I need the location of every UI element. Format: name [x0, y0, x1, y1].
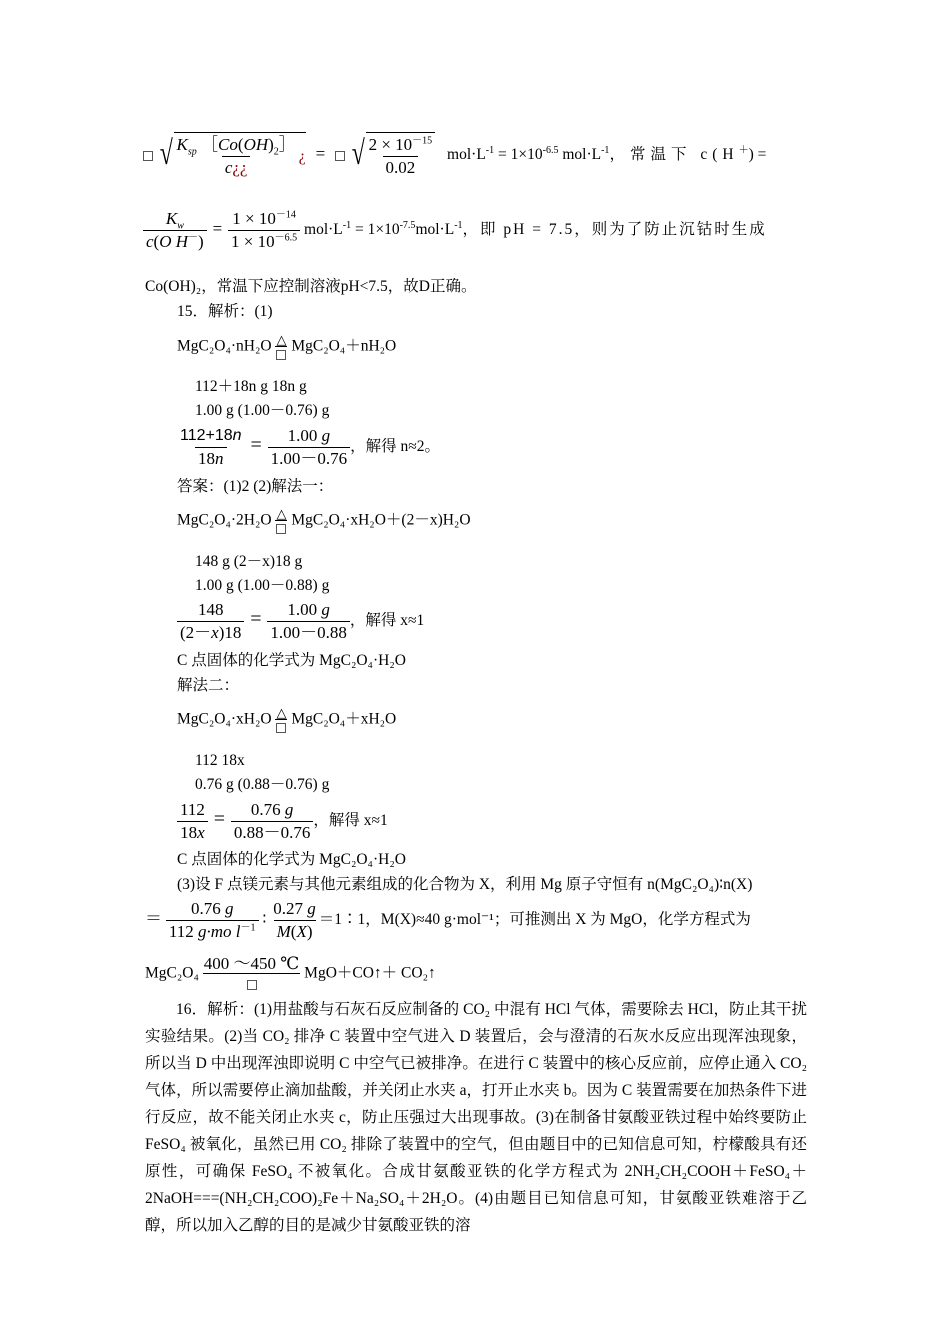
conclusion-line: Co(OH)₂，常温下应控制溶液pH<7.5，故D正确。	[145, 278, 477, 295]
ratio-1: $\frac{112+18n}{18n}$ = $\frac{1.00 g}{1.00-0.76}$ ，解得 n≈2。	[180, 426, 440, 468]
sqrt-value: √ $\frac{2 \times 10^{-15}}{0.02}$	[349, 132, 435, 179]
method-two: 解法二：	[177, 677, 240, 694]
kw-fraction: $\frac{K_w}{c(O H^-)}$	[143, 208, 207, 253]
kw-expression-line: $\frac{K_w}{c(O H^-)}$ = $\frac{1 \times 10^{-14}}{1 \times 10^{-6.5}}$ $mol\cdot L^{-1} = 1\times 10^{-7.5}mol\cdot L^{-1}$，即 pH = 7.5，则为了防止沉钴时生成	[143, 208, 767, 253]
equation-4: MgC₂O₄ 400 ～450 ℃ MgO＋CO↑＋ CO₂↑	[145, 955, 436, 993]
heat-condition: △	[275, 707, 287, 733]
q16-paragraph: 16．解析：(1)用盐酸与石灰石反应制备的 CO₂ 中混有 HCl 气体，需要除去 HCl，防止其干扰实验结果。(2)当 CO₂ 排净 C 装置中空气进入 D 装置后，会与澄清的石灰水反应出现浑浊现象，所以当 D 中出现浑浊即说明 C 中空气已被排净。在进行 C 装置中的核心反应前，应停止通入 CO₂ 气体，所以需要停止滴加盐酸，并关闭止水夹 a，打开止水夹 b。因为 C 装置需要在加热条件下进行反应，故不能关闭止水夹 c，防止压强过大出现事故。(3)在制备甘氨酸亚铁过程中始终要防止 FeSO₄ 被氧化，虽然已用 CO₂ 排除了装置中的空气，但由题目中的已知信息可知，柠檬酸具有还原性，可确保 FeSO₄ 不被氧化。合成甘氨酸亚铁的化学方程式为 2NH₂CH₂COOH＋FeSO₄＋2NaOH===(NH₂CH₂COO)₂Fe＋Na₂SO₄＋2H₂O。(4)由题目已知信息可知，甘氨酸亚铁难溶于乙醇，所以加入乙醇的目的是减少甘氨酸亚铁的溶	[145, 1001, 807, 1234]
sqrt-ksp: √ $\frac{K_{sp} [Co(OH)_2]}{c¿¿}$ ¿	[157, 132, 306, 179]
mass-line-5: 112 18x	[195, 752, 245, 769]
part-3-line: (3)设 F 点镁元素与其他元素组成的化合物为 X，利用 Mg 原子守恒有 n(MgC₂O₄)∶n(X)	[177, 876, 753, 893]
ratio-2: $\frac{148}{(2-x)18}$ = $\frac{1.00 g}{1.00-0.88}$ ，解得 x≈1	[177, 599, 424, 644]
placeholder-box-icon	[335, 151, 345, 161]
formula-c-2: C 点固体的化学式为 MgC₂O₄·H₂O	[177, 851, 406, 868]
mass-line-6: 0.76 g (0.88－0.76) g	[195, 776, 330, 793]
answer-line: 答案：(1)2 (2)解法一：	[177, 478, 334, 495]
equation-3: MgC₂O₄·xH₂O △ MgC₂O₄＋xH₂O	[177, 707, 396, 733]
formula-c-1: C 点固体的化学式为 MgC₂O₄·H₂O	[177, 652, 406, 669]
q15-heading: 15．解析：(1)	[177, 303, 273, 320]
mass-line-4: 1.00 g (1.00－0.88) g	[195, 577, 330, 594]
equation-1: MgC₂O₄·nH₂O △ MgC₂O₄＋nH₂O	[177, 334, 396, 360]
ratio-3: $\frac{112}{18x}$ = $\frac{0.76 g}{0.88-0.76}$ ，解得 x≈1	[177, 799, 388, 844]
mass-line-3: 148 g (2－x)18 g	[195, 553, 303, 570]
equation-2: MgC₂O₄·2H₂O △ MgC₂O₄·xH₂O＋(2－x)H₂O	[177, 508, 471, 534]
ksp-fraction: $\frac{K_{sp} [Co(OH)_2]}{c¿¿}$	[176, 135, 296, 177]
heat-condition: △	[275, 508, 287, 534]
mass-line-2: 1.00 g (1.00－0.76) g	[195, 402, 330, 419]
placeholder-box-icon	[143, 151, 153, 161]
ksp-expression-line: √ $\frac{K_{sp} [Co(OH)_2]}{c¿¿}$ ¿ = √ $\frac{2 \times 10^{-15}}{0.02}$ $mol\cdot L^{-1} = 1\times 10^{-6.5}$ $mol\cdot L^{-1}$，常温下 c(H＋) =	[143, 132, 766, 179]
temperature-condition: 400 ～450 ℃	[203, 955, 301, 993]
part-3-ratio: ＝ $\frac{0.76 g}{112 g\cdot mo l^{-1}}$ ∶ $\frac{0.27 g}{M(X)}$ ＝1∶1，M(X)≈40 g·mol⁻¹；可推测出 X 为 MgO，化学方程式为	[145, 899, 751, 941]
mass-line-1: 112＋18n g 18n g	[195, 378, 307, 395]
heat-condition: △	[275, 334, 287, 360]
